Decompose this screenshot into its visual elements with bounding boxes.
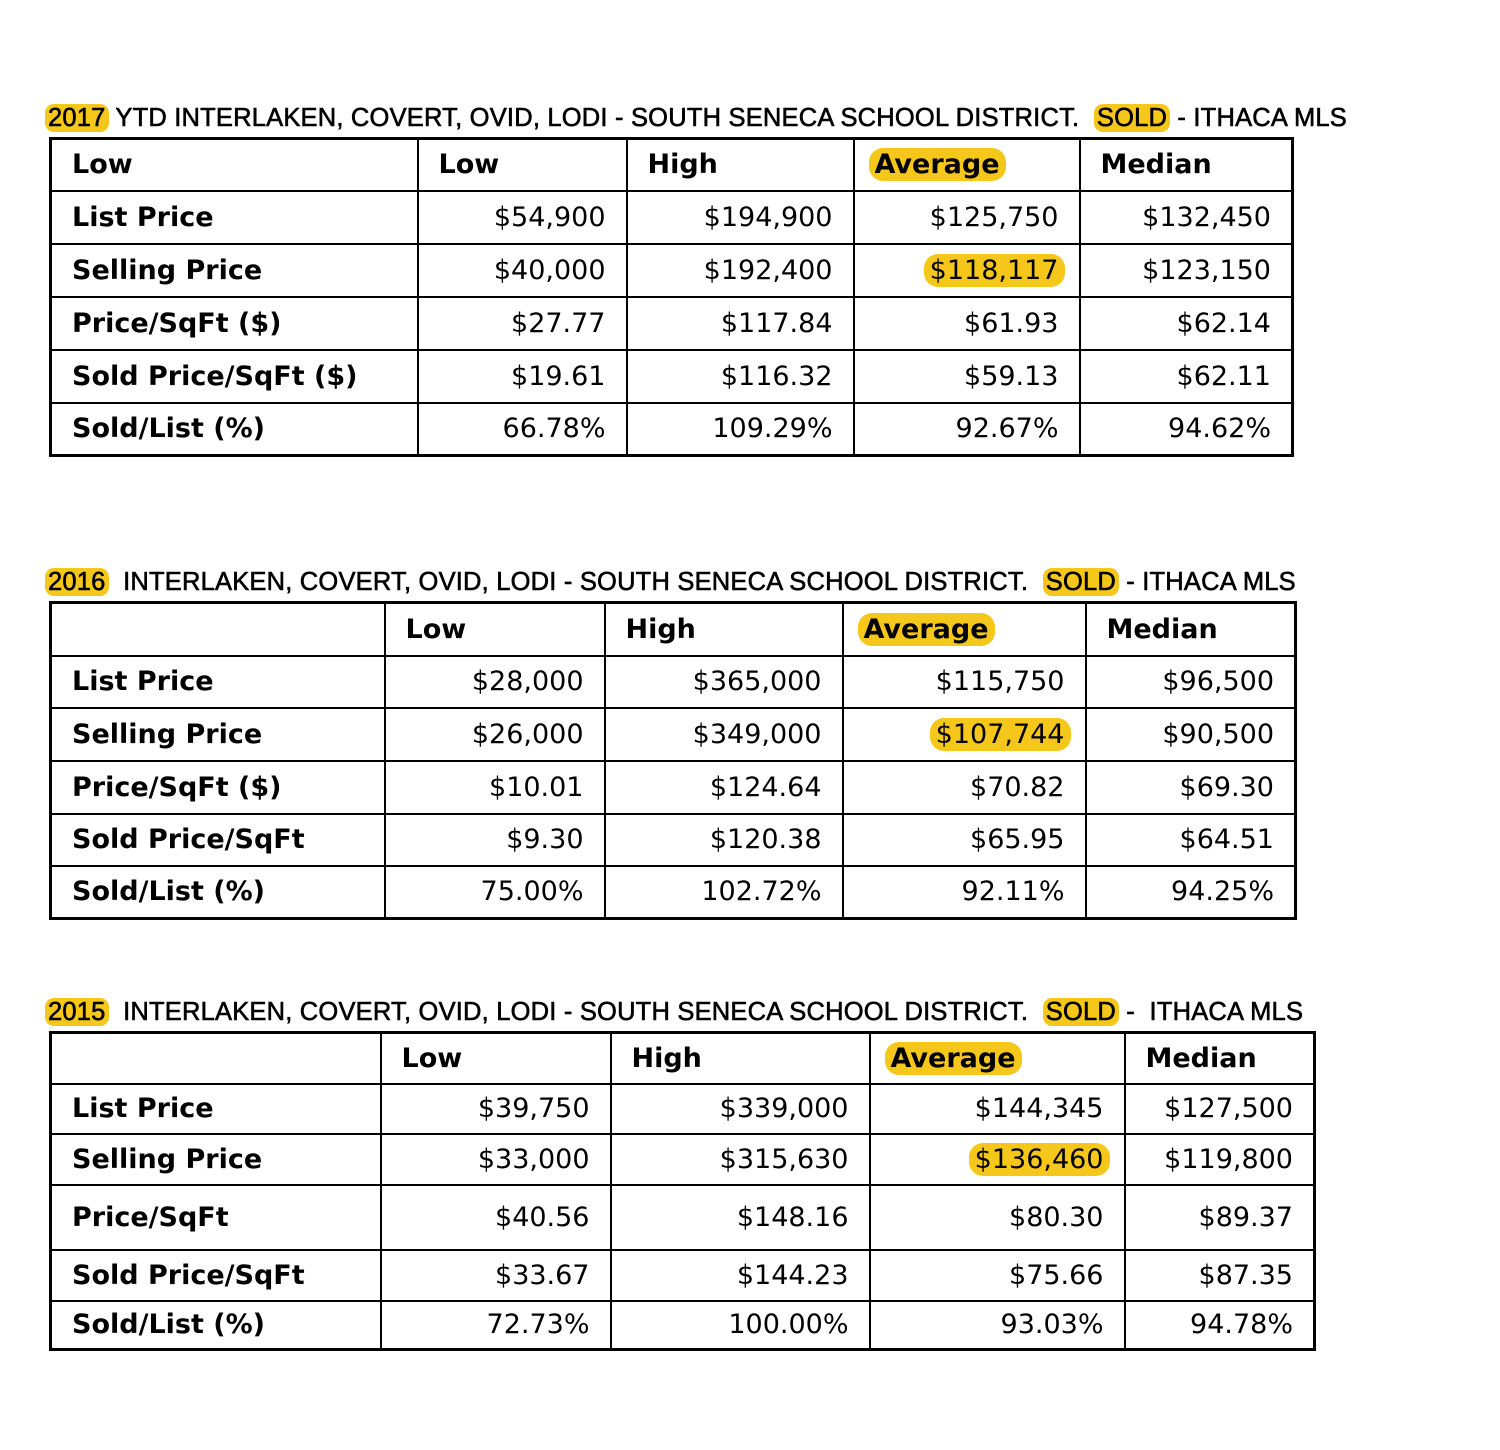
row-label: Sold/List (%): [51, 403, 418, 456]
title-text-2015: INTERLAKEN, COVERT, OVID, LODI - SOUTH SENECA SCHOOL DISTRICT.: [108, 998, 1043, 1026]
cell-average: $125,750: [854, 191, 1080, 244]
stats-table-2015: [49, 1031, 1316, 1351]
table-row: [51, 656, 1296, 708]
table-row: [51, 866, 1296, 919]
table-row: [51, 191, 1293, 244]
col-header-average: Average: [854, 139, 1080, 191]
row-label: Price/SqFt: [51, 1185, 381, 1250]
cell-low: $54,900: [418, 191, 627, 244]
cell-average: $61.93: [854, 297, 1080, 350]
cell-high: $117.84: [627, 297, 854, 350]
col-header-average: Average: [843, 603, 1086, 656]
cell-low: $28,000: [385, 656, 605, 708]
cell-average: $59.13: [854, 350, 1080, 403]
year-badge-2017: 2017: [45, 104, 109, 132]
col-header-median: Median: [1080, 139, 1293, 191]
highlighted-average: $107,744: [930, 718, 1071, 751]
cell-low: $9.30: [385, 814, 605, 866]
col-header-high: High: [627, 139, 854, 191]
table-row: [51, 708, 1296, 761]
cell-low: 75.00%: [385, 866, 605, 919]
cell-average: $70.82: [843, 761, 1086, 814]
cell-average: 92.67%: [854, 403, 1080, 456]
row-label: Selling Price: [51, 1134, 381, 1185]
col-header: [51, 1033, 381, 1084]
row-label: Selling Price: [51, 708, 385, 761]
header-row: [51, 1033, 1315, 1084]
cell-low: $33,000: [381, 1134, 611, 1185]
row-label: List Price: [51, 1084, 381, 1134]
cell-low: $33.67: [381, 1250, 611, 1301]
header-row: [51, 139, 1293, 191]
cell-low: $27.77: [418, 297, 627, 350]
col-header-high: High: [611, 1033, 870, 1084]
title-2016: [45, 567, 1296, 597]
cell-average: $144,345: [870, 1084, 1125, 1134]
title-suffix-2017: - ITHACA MLS: [1170, 104, 1348, 132]
cell-high: 100.00%: [611, 1301, 870, 1350]
cell-median: 94.25%: [1086, 866, 1296, 919]
col-header-average: Average: [870, 1033, 1125, 1084]
col-header-median: Median: [1125, 1033, 1315, 1084]
row-label: Sold/List (%): [51, 1301, 381, 1350]
col-header-low: Low: [418, 139, 627, 191]
table-row: [51, 297, 1293, 350]
cell-median: $89.37: [1125, 1185, 1315, 1250]
cell-median: $62.14: [1080, 297, 1293, 350]
cell-high: $194,900: [627, 191, 854, 244]
col-header-low: Low: [381, 1033, 611, 1084]
title-2017: [45, 103, 1347, 133]
table-row: [51, 403, 1293, 456]
table-row: [51, 244, 1293, 297]
year-badge-2016: 2016: [45, 568, 109, 596]
title-text-2016: INTERLAKEN, COVERT, OVID, LODI - SOUTH SENECA SCHOOL DISTRICT.: [108, 568, 1043, 596]
table-row: [51, 761, 1296, 814]
cell-average: $75.66: [870, 1250, 1125, 1301]
cell-median: $123,150: [1080, 244, 1293, 297]
cell-high: $315,630: [611, 1134, 870, 1185]
row-label: Sold Price/SqFt ($): [51, 350, 418, 403]
row-label: Selling Price: [51, 244, 418, 297]
table-row: [51, 1185, 1315, 1250]
cell-median: $87.35: [1125, 1250, 1315, 1301]
col-header-high: High: [605, 603, 843, 656]
cell-average: [870, 1134, 1125, 1185]
row-label: Sold Price/SqFt: [51, 1250, 381, 1301]
row-label: Sold/List (%): [51, 866, 385, 919]
cell-low: $10.01: [385, 761, 605, 814]
cell-low: $40.56: [381, 1185, 611, 1250]
row-label: List Price: [51, 191, 418, 244]
cell-high: $365,000: [605, 656, 843, 708]
cell-median: $90,500: [1086, 708, 1296, 761]
cell-high: $192,400: [627, 244, 854, 297]
cell-average: 92.11%: [843, 866, 1086, 919]
cell-average: $115,750: [843, 656, 1086, 708]
cell-high: 102.72%: [605, 866, 843, 919]
col-header: Low: [51, 139, 418, 191]
cell-average: $65.95: [843, 814, 1086, 866]
cell-high: $349,000: [605, 708, 843, 761]
cell-median: $62.11: [1080, 350, 1293, 403]
sold-badge-2017: SOLD: [1094, 104, 1170, 132]
cell-high: $148.16: [611, 1185, 870, 1250]
cell-median: $96,500: [1086, 656, 1296, 708]
highlighted-average: $136,460: [969, 1143, 1110, 1176]
cell-high: $124.64: [605, 761, 843, 814]
cell-median: 94.62%: [1080, 403, 1293, 456]
col-header-low: Low: [385, 603, 605, 656]
cell-low: $19.61: [418, 350, 627, 403]
title-suffix-2016: - ITHACA MLS: [1118, 568, 1296, 596]
col-header: [51, 603, 385, 656]
cell-low: 72.73%: [381, 1301, 611, 1350]
highlighted-average: $118,117: [924, 254, 1065, 287]
cell-median: $127,500: [1125, 1084, 1315, 1134]
cell-median: $64.51: [1086, 814, 1296, 866]
cell-high: 109.29%: [627, 403, 854, 456]
cell-median: 94.78%: [1125, 1301, 1315, 1350]
cell-average: 93.03%: [870, 1301, 1125, 1350]
cell-high: $116.32: [627, 350, 854, 403]
cell-low: $26,000: [385, 708, 605, 761]
year-badge-2015: 2015: [45, 998, 109, 1026]
cell-median: $119,800: [1125, 1134, 1315, 1185]
cell-median: $69.30: [1086, 761, 1296, 814]
table-row: [51, 1084, 1315, 1134]
cell-high: $339,000: [611, 1084, 870, 1134]
title-2015: [45, 997, 1303, 1027]
table-row: [51, 1250, 1315, 1301]
cell-low: $39,750: [381, 1084, 611, 1134]
cell-average: [854, 244, 1080, 297]
table-row: [51, 1134, 1315, 1185]
table-row: [51, 350, 1293, 403]
header-row: [51, 603, 1296, 656]
title-suffix-2015: - ITHACA MLS: [1118, 998, 1304, 1026]
title-text-2017: YTD INTERLAKEN, COVERT, OVID, LODI - SOUTH SENECA SCHOOL DISTRICT.: [108, 104, 1094, 132]
cell-average: $80.30: [870, 1185, 1125, 1250]
row-label: Sold Price/SqFt: [51, 814, 385, 866]
sold-badge-2016: SOLD: [1043, 568, 1119, 596]
col-header-median: Median: [1086, 603, 1296, 656]
row-label: Price/SqFt ($): [51, 761, 385, 814]
cell-average: [843, 708, 1086, 761]
cell-high: $120.38: [605, 814, 843, 866]
stats-table-2017: [49, 137, 1294, 457]
cell-high: $144.23: [611, 1250, 870, 1301]
row-label: List Price: [51, 656, 385, 708]
table-row: [51, 1301, 1315, 1350]
stats-table-2016: [49, 601, 1297, 920]
cell-low: 66.78%: [418, 403, 627, 456]
sold-badge-2015: SOLD: [1043, 998, 1119, 1026]
table-row: [51, 814, 1296, 866]
cell-median: $132,450: [1080, 191, 1293, 244]
cell-low: $40,000: [418, 244, 627, 297]
row-label: Price/SqFt ($): [51, 297, 418, 350]
